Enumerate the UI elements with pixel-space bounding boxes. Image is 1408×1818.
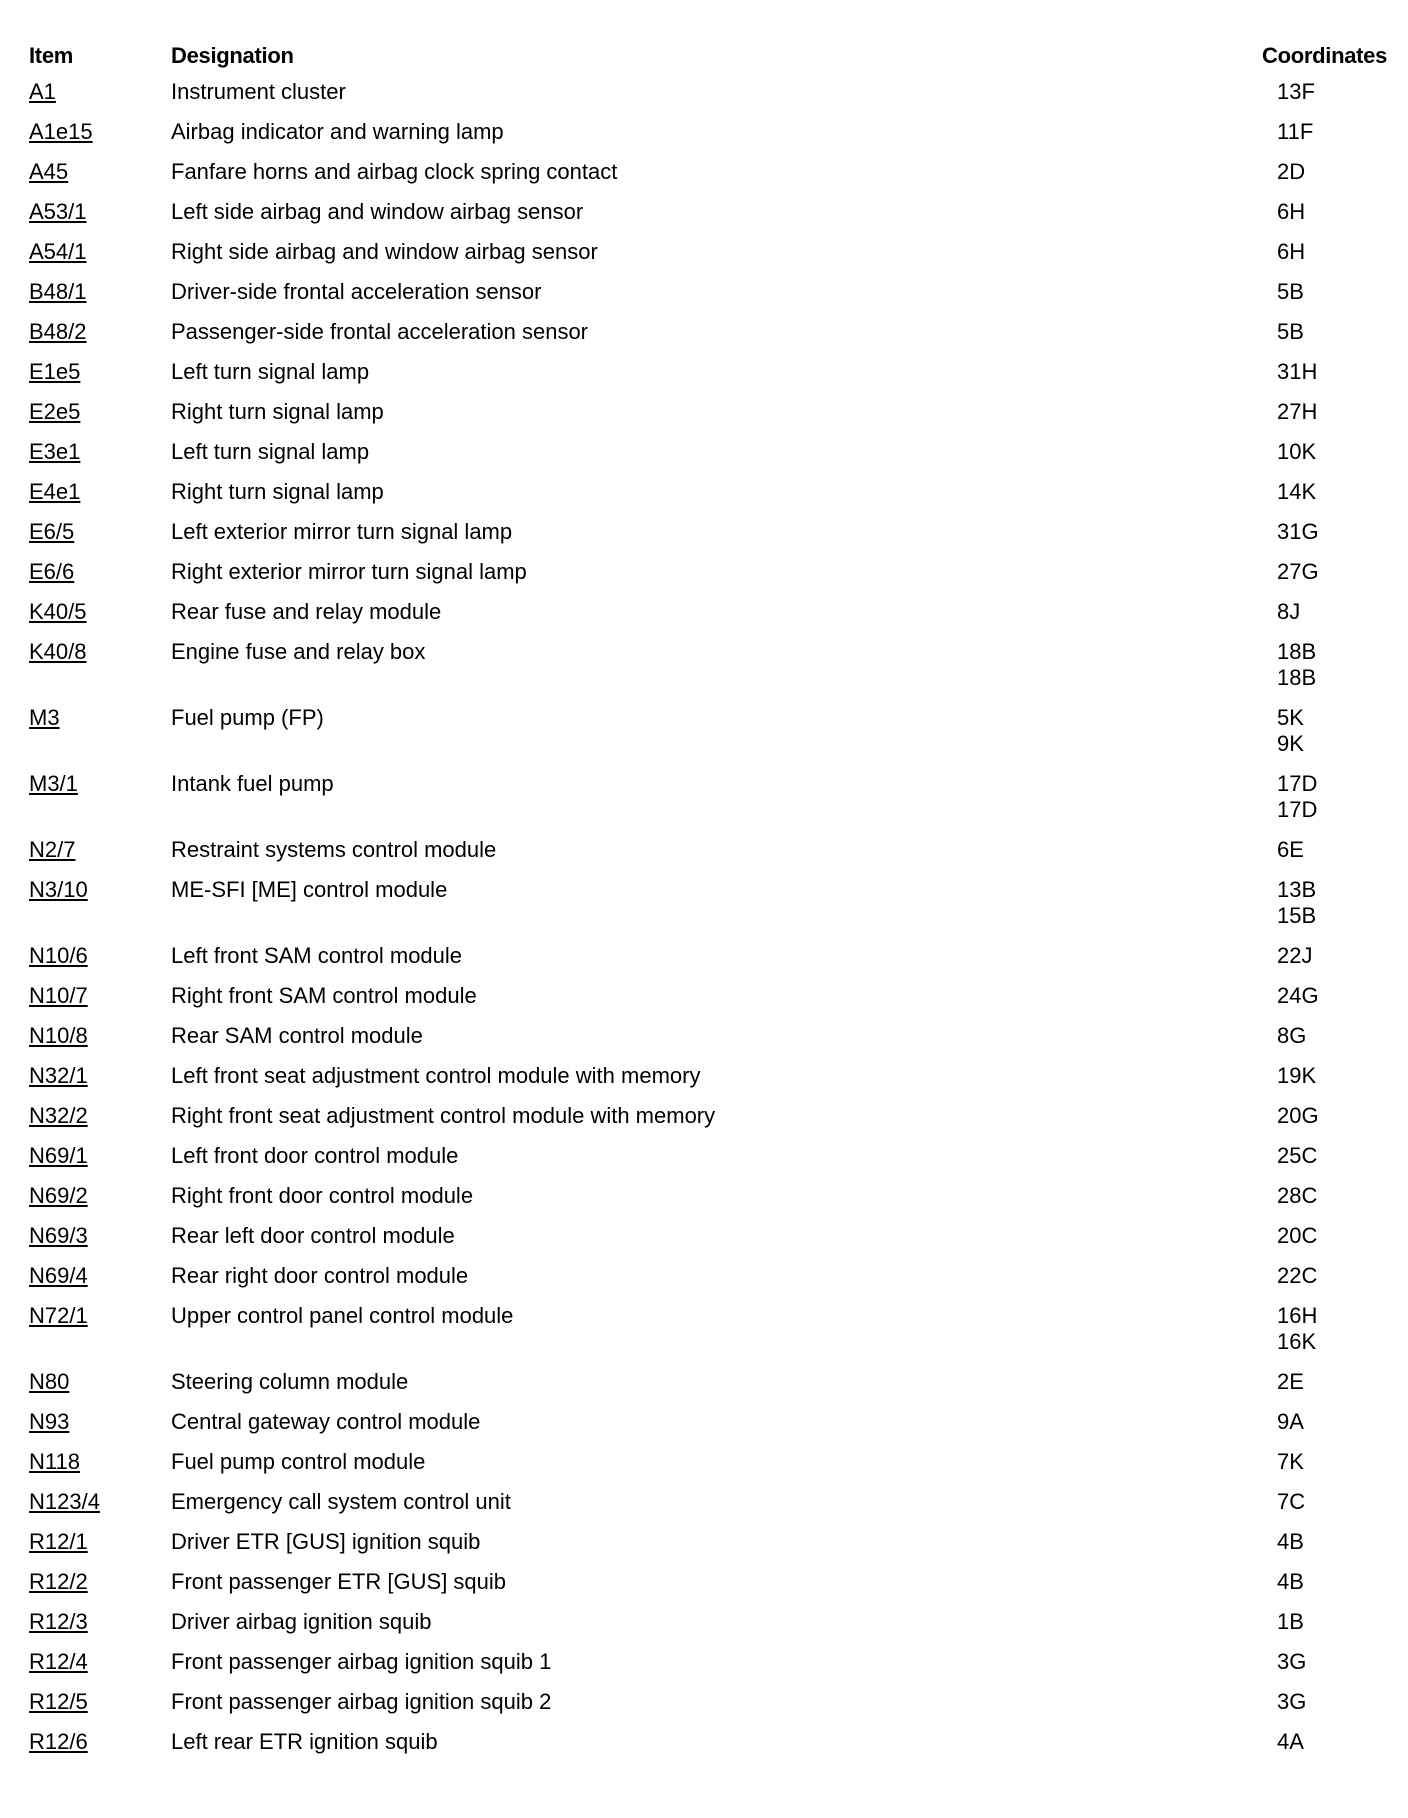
coordinate-value: 4B <box>1277 1529 1304 1554</box>
item-link[interactable]: A54/1 <box>29 239 87 264</box>
coordinate-value: 31G <box>1277 519 1319 544</box>
coordinates-cell <box>1277 599 1300 625</box>
item-link[interactable]: N93 <box>29 1409 70 1434</box>
table-row <box>0 1023 1408 1063</box>
table-row <box>0 279 1408 319</box>
column-header-designation: Designation <box>171 43 294 68</box>
coordinates-cell <box>1277 79 1315 105</box>
coordinates-cell <box>1277 1143 1317 1169</box>
coordinate-value: 5K <box>1277 705 1304 730</box>
coordinates-cell <box>1277 877 1316 929</box>
table-row <box>0 1609 1408 1649</box>
table-header <box>0 43 1408 73</box>
coordinate-value: 27H <box>1277 399 1318 424</box>
table-row <box>0 599 1408 639</box>
coordinate-value: 3G <box>1277 1649 1307 1674</box>
coordinate-value: 18B <box>1277 639 1317 664</box>
coordinate-value: 22J <box>1277 943 1313 968</box>
coordinate-value: 7C <box>1277 1489 1306 1514</box>
coordinate-value: 24G <box>1277 983 1319 1008</box>
designation-text: Front passenger airbag ignition squib 2 <box>171 1689 552 1714</box>
coordinate-value: 6E <box>1277 837 1304 862</box>
coordinate-value: 8G <box>1277 1023 1307 1048</box>
table-row <box>0 439 1408 479</box>
designation-text: Right exterior mirror turn signal lamp <box>171 559 527 584</box>
item-link[interactable]: E1e5 <box>29 359 81 384</box>
coordinate-value: 19K <box>1277 1063 1317 1088</box>
table-row <box>0 559 1408 599</box>
designation-text: Right side airbag and window airbag sensor <box>171 239 598 264</box>
item-link[interactable]: R12/4 <box>29 1649 88 1674</box>
item-link[interactable]: E4e1 <box>29 479 81 504</box>
table-row <box>0 837 1408 877</box>
table-row <box>0 1649 1408 1689</box>
designation-text: Fuel pump control module <box>171 1449 426 1474</box>
coordinates-cell <box>1277 1689 1306 1715</box>
coordinate-value: 6H <box>1277 199 1306 224</box>
table-row <box>0 705 1408 771</box>
designation-text: Emergency call system control unit <box>171 1489 511 1514</box>
coordinates-cell <box>1277 1103 1319 1129</box>
coordinate-value: 17D <box>1277 771 1318 796</box>
table-row <box>0 119 1408 159</box>
coordinate-value: 9A <box>1277 1409 1304 1434</box>
coordinate-value: 7K <box>1277 1449 1304 1474</box>
coordinates-cell <box>1277 1569 1304 1595</box>
coordinate-value: 15B <box>1277 903 1317 928</box>
item-link[interactable]: N10/8 <box>29 1023 88 1048</box>
designation-text: Steering column module <box>171 1369 409 1394</box>
coordinates-cell <box>1277 1223 1317 1249</box>
designation-text: Fuel pump (FP) <box>171 705 324 730</box>
coordinate-value: 2D <box>1277 159 1306 184</box>
item-link[interactable]: K40/5 <box>29 599 87 624</box>
item-link[interactable]: N10/7 <box>29 983 88 1008</box>
designation-text: Instrument cluster <box>171 79 346 104</box>
item-link[interactable]: N3/10 <box>29 877 88 902</box>
coordinates-cell <box>1277 519 1319 545</box>
table-row <box>0 1529 1408 1569</box>
coordinate-value: 25C <box>1277 1143 1318 1168</box>
coordinates-cell <box>1277 1063 1316 1089</box>
table-row <box>0 1063 1408 1103</box>
table-row <box>0 1489 1408 1529</box>
designation-text: Right front door control module <box>171 1183 474 1208</box>
item-link[interactable]: A45 <box>29 159 69 184</box>
item-link[interactable]: N32/2 <box>29 1103 88 1128</box>
item-link[interactable]: E6/5 <box>29 519 75 544</box>
coordinate-value: 5B <box>1277 279 1304 304</box>
table-row <box>0 1369 1408 1409</box>
coordinates-cell <box>1277 639 1316 691</box>
coordinate-value: 27G <box>1277 559 1319 584</box>
table-row <box>0 1263 1408 1303</box>
coordinate-value: 20C <box>1277 1223 1318 1248</box>
coordinates-cell <box>1277 559 1319 585</box>
coordinate-value: 22C <box>1277 1263 1318 1288</box>
coordinates-cell <box>1277 159 1305 185</box>
coordinate-value: 13F <box>1277 79 1315 104</box>
coordinate-value: 8J <box>1277 599 1301 624</box>
table-row <box>0 399 1408 439</box>
item-link[interactable]: E6/6 <box>29 559 75 584</box>
item-link[interactable]: N32/1 <box>29 1063 88 1088</box>
item-link[interactable]: E3e1 <box>29 439 81 464</box>
coordinate-value: 17D <box>1277 797 1318 822</box>
designation-text: Rear left door control module <box>171 1223 455 1248</box>
designation-text: ME-SFI [ME] control module <box>171 877 448 902</box>
item-link[interactable]: A53/1 <box>29 199 87 224</box>
item-link[interactable]: N69/1 <box>29 1143 88 1168</box>
coordinates-cell <box>1277 983 1319 1009</box>
coordinate-value: 16K <box>1277 1329 1317 1354</box>
table-row <box>0 943 1408 983</box>
coordinates-cell <box>1277 1263 1317 1289</box>
coordinates-cell <box>1277 1449 1304 1475</box>
coordinate-value: 13B <box>1277 877 1317 902</box>
designation-text: Right front seat adjustment control module with memory <box>171 1103 716 1128</box>
designation-text: Front passenger ETR [GUS] squib <box>171 1569 507 1594</box>
coordinate-value: 10K <box>1277 439 1317 464</box>
coordinates-cell <box>1277 837 1304 863</box>
designation-text: Upper control panel control module <box>171 1303 514 1328</box>
designation-text: Engine fuse and relay box <box>171 639 426 664</box>
table-row <box>0 519 1408 559</box>
coordinates-cell <box>1277 239 1305 265</box>
coordinate-value: 2E <box>1277 1369 1304 1394</box>
designation-text: Left turn signal lamp <box>171 439 370 464</box>
item-link[interactable]: N69/3 <box>29 1223 88 1248</box>
table-row <box>0 1569 1408 1609</box>
item-link[interactable]: M3/1 <box>29 771 78 796</box>
component-table-body <box>0 79 1408 1769</box>
table-row <box>0 1103 1408 1143</box>
coordinate-value: 1B <box>1277 1609 1304 1634</box>
designation-text: Rear SAM control module <box>171 1023 423 1048</box>
table-row <box>0 1449 1408 1489</box>
item-link[interactable]: A1e15 <box>29 119 93 144</box>
coordinate-value: 11F <box>1277 119 1314 144</box>
designation-text: Passenger-side frontal acceleration sensor <box>171 319 589 344</box>
designation-text: Driver-side frontal acceleration sensor <box>171 279 542 304</box>
coordinates-cell <box>1277 1369 1304 1395</box>
table-row <box>0 771 1408 837</box>
designation-text: Left turn signal lamp <box>171 359 370 384</box>
item-link[interactable]: A1 <box>29 79 56 104</box>
item-link[interactable]: K40/8 <box>29 639 87 664</box>
item-link[interactable]: N80 <box>29 1369 70 1394</box>
designation-text: Left rear ETR ignition squib <box>171 1729 438 1754</box>
item-link[interactable]: N10/6 <box>29 943 88 968</box>
coordinates-cell <box>1277 1649 1306 1675</box>
item-link[interactable]: N72/1 <box>29 1303 88 1328</box>
table-row <box>0 1729 1408 1769</box>
coordinates-cell <box>1277 199 1305 225</box>
designation-text: Left side airbag and window airbag sensor <box>171 199 584 224</box>
designation-text: Right turn signal lamp <box>171 479 384 504</box>
coordinates-cell <box>1277 1183 1317 1209</box>
item-link[interactable]: B48/1 <box>29 279 87 304</box>
designation-text: Left front SAM control module <box>171 943 463 968</box>
table-row <box>0 479 1408 519</box>
designation-text: Intank fuel pump <box>171 771 334 796</box>
table-row <box>0 1223 1408 1263</box>
table-row <box>0 159 1408 199</box>
coordinates-cell <box>1277 119 1313 145</box>
coordinate-value: 18B <box>1277 665 1317 690</box>
coordinates-cell <box>1277 771 1317 823</box>
designation-text: Restraint systems control module <box>171 837 497 862</box>
coordinates-cell <box>1277 359 1317 385</box>
table-row <box>0 639 1408 705</box>
table-row <box>0 359 1408 399</box>
coordinate-value: 14K <box>1277 479 1317 504</box>
coordinates-cell <box>1277 1529 1304 1555</box>
coordinate-value: 31H <box>1277 359 1318 384</box>
coordinate-value: 9K <box>1277 731 1304 756</box>
designation-text: Rear fuse and relay module <box>171 599 442 624</box>
coordinates-cell <box>1277 1023 1306 1049</box>
coordinates-cell <box>1277 399 1317 425</box>
item-link[interactable]: N2/7 <box>29 837 76 862</box>
item-link[interactable]: R12/2 <box>29 1569 88 1594</box>
designation-text: Airbag indicator and warning lamp <box>171 119 504 144</box>
item-link[interactable]: N69/4 <box>29 1263 88 1288</box>
item-link[interactable]: N123/4 <box>29 1489 100 1514</box>
item-link[interactable]: R12/3 <box>29 1609 88 1634</box>
item-link[interactable]: N118 <box>29 1449 80 1474</box>
coordinates-cell <box>1277 1489 1305 1515</box>
item-link[interactable]: N69/2 <box>29 1183 88 1208</box>
coordinates-cell <box>1277 705 1304 757</box>
table-row <box>0 199 1408 239</box>
coordinate-value: 16H <box>1277 1303 1318 1328</box>
table-row <box>0 983 1408 1023</box>
table-row <box>0 1303 1408 1369</box>
table-row <box>0 319 1408 359</box>
item-link[interactable]: R12/1 <box>29 1529 88 1554</box>
designation-text: Central gateway control module <box>171 1409 481 1434</box>
column-header-item: Item <box>29 43 74 68</box>
table-row <box>0 79 1408 119</box>
designation-text: Right front SAM control module <box>171 983 477 1008</box>
designation-text: Left exterior mirror turn signal lamp <box>171 519 513 544</box>
coordinate-value: 3G <box>1277 1689 1307 1714</box>
item-link[interactable]: E2e5 <box>29 399 81 424</box>
item-link[interactable]: M3 <box>29 705 60 730</box>
designation-text: Front passenger airbag ignition squib 1 <box>171 1649 552 1674</box>
coordinates-cell <box>1277 1303 1317 1355</box>
coordinate-value: 4A <box>1277 1729 1304 1754</box>
table-row <box>0 239 1408 279</box>
table-row <box>0 1143 1408 1183</box>
designation-text: Left front door control module <box>171 1143 459 1168</box>
coordinate-value: 5B <box>1277 319 1304 344</box>
designation-text: Driver airbag ignition squib <box>171 1609 432 1634</box>
table-row <box>0 877 1408 943</box>
coordinate-value: 20G <box>1277 1103 1319 1128</box>
item-link[interactable]: R12/6 <box>29 1729 88 1754</box>
coordinates-cell <box>1277 1409 1304 1435</box>
designation-text: Left front seat adjustment control module with memory <box>171 1063 701 1088</box>
coordinates-cell <box>1277 1609 1304 1635</box>
coordinates-cell <box>1277 479 1316 505</box>
coordinate-value: 28C <box>1277 1183 1318 1208</box>
designation-text: Driver ETR [GUS] ignition squib <box>171 1529 481 1554</box>
item-link[interactable]: R12/5 <box>29 1689 88 1714</box>
designation-text: Right turn signal lamp <box>171 399 384 424</box>
coordinates-cell <box>1277 1729 1304 1755</box>
coordinates-cell <box>1277 319 1304 345</box>
table-row <box>0 1183 1408 1223</box>
item-link[interactable]: B48/2 <box>29 319 87 344</box>
coordinates-cell <box>1277 279 1304 305</box>
designation-text: Fanfare horns and airbag clock spring contact <box>171 159 618 184</box>
coordinates-cell <box>1277 943 1312 969</box>
coordinate-value: 6H <box>1277 239 1306 264</box>
column-header-coordinates: Coordinates <box>1262 43 1388 68</box>
designation-text: Rear right door control module <box>171 1263 469 1288</box>
coordinate-value: 4B <box>1277 1569 1304 1594</box>
coordinates-cell <box>1277 439 1316 465</box>
table-row <box>0 1409 1408 1449</box>
table-row <box>0 1689 1408 1729</box>
